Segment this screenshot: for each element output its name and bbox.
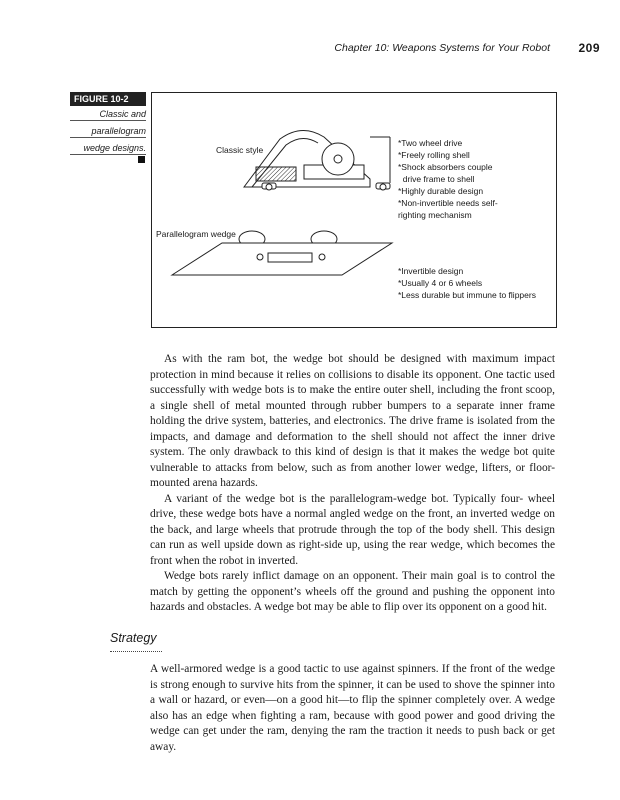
classic-note: *Two wheel drive [398, 138, 463, 148]
body-paragraph: A variant of the wedge bot is the parallelogram-wedge bot. Typically four- wheel drive, these wedge bots have a normal angled wedge on the front, an inverted wedge on the back, and large wheels that protrude through the top of the body shell. This design can run as well upside down as right-side up, using the rear wedge, which becomes the front when the robot in inverted. [150, 492, 555, 567]
running-header [0, 42, 600, 58]
parallelogram-note: *Invertible design [398, 266, 464, 276]
page-number: 209 [578, 41, 600, 55]
body-paragraph: As with the ram bot, the wedge bot should be designed with maximum impact protection in mind because it relies on collisions to disable its opponent. One tactic used successfully with wedge bots is to make the entire outer shell, including the front scoop, a single shell of metal mounted through rubber bumpers to a separate inner frame holding the drive system, batteries, and electronics. The drive frame is isolated from the impacts, and damage and deformation to the shell should not affect the inner drive system. The only drawback to this kind of design is that it makes the wedge bot quite vulnerable to attacks from below, such as from another lower wedge, lifters, or floor-mounted arena hazards. [150, 353, 555, 489]
classic-note: *Non-invertible needs self- [398, 198, 498, 208]
classic-notes [398, 137, 498, 221]
parallelogram-wedge-label: Parallelogram wedge [156, 229, 236, 239]
parallelogram-notes [398, 265, 536, 301]
classic-note: *Shock absorbers couple [398, 162, 493, 172]
classic-note: righting mechanism [398, 210, 472, 220]
classic-wedge-drawing [244, 130, 390, 190]
body-text [150, 352, 555, 616]
chapter-title: Chapter 10: Weapons Systems for Your Robot [334, 42, 550, 54]
figure-caption-line-2: parallelogram [70, 121, 146, 138]
section-heading-rule [110, 651, 162, 652]
parallelogram-note: *Less durable but immune to flippers [398, 290, 536, 300]
figure-caption-line-1: Classic and [70, 104, 146, 121]
section-heading: Strategy [110, 631, 157, 645]
classic-note: *Highly durable design [398, 186, 484, 196]
caption-end-square-icon [138, 156, 145, 163]
classic-note: *Freely rolling shell [398, 150, 470, 160]
strategy-paragraph: A well-armored wedge is a good tactic to use against spinners. If the front of the wedge is strong enough to survive hits from the spinner, it can be used to shove the spinner into a wall or hazard, or even—on a good hit—to flip the spinner completely over. A wedge also has an edge when fighting a ram, because with good power and good driving the wedge can get under the ram, denying the ram the traction it needs to push back or get away. [150, 663, 555, 753]
figure-caption-line-3: wedge designs. [70, 138, 146, 155]
classic-style-label: Classic style [216, 145, 264, 155]
strategy-text [150, 662, 555, 755]
parallelogram-note: *Usually 4 or 6 wheels [398, 278, 483, 288]
figure-label: FIGURE 10-2 [70, 92, 146, 106]
body-paragraph: Wedge bots rarely inflict damage on an opponent. Their main goal is to control the match by getting the opponent’s wheels off the ground and pushing the opponent into hazards and obstacles. A wedge bot may be able to flip over its opponent on a good hit. [150, 570, 555, 613]
classic-note: drive frame to shell [398, 174, 475, 184]
figure-diagram [151, 92, 557, 328]
